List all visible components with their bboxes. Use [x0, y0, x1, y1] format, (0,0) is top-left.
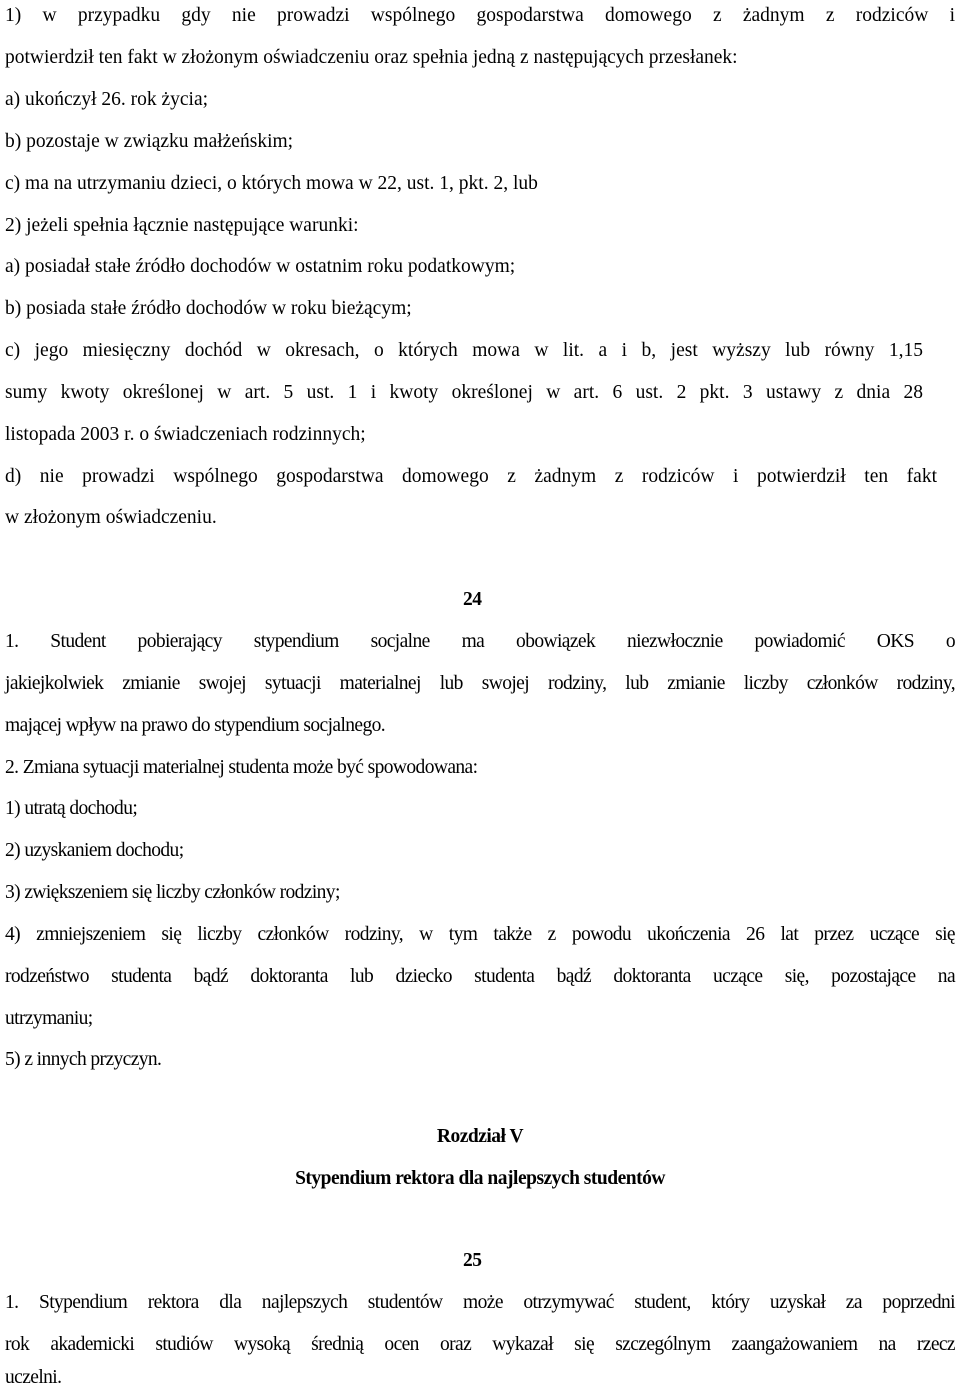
chapter-subtitle: Stypendium rektora dla najlepszych studentów: [295, 1168, 665, 1189]
section-number: 24: [463, 589, 482, 610]
text-line: mającej wpływ na prawo do stypendium socjalnego.: [5, 715, 386, 736]
text-line: rok akademicki studiów wysoką średnią ocen oraz wykazał się szczególnym zaangażowaniem na rzecz: [5, 1334, 955, 1355]
text-line: b) posiada stałe źródło dochodów w roku bieżącym;: [5, 298, 412, 319]
text-line: 1. Stypendium rektora dla najlepszych studentów może otrzymywać student, który uzyskał za poprzedni: [5, 1292, 955, 1313]
text-line: a) posiadał stałe źródło dochodów w ostatnim roku podatkowym;: [5, 256, 516, 277]
text-line: b) pozostaje w związku małżeńskim;: [5, 131, 294, 152]
text-line: 3) zwiększeniem się liczby członków rodziny;: [5, 882, 340, 903]
text-line: potwierdził ten fakt w złożonym oświadczeniu oraz spełnia jedną z następujących przesłanek:: [5, 47, 738, 68]
text-line: 2) jeżeli spełnia łącznie następujące warunki:: [5, 215, 359, 236]
text-line: d) nie prowadzi wspólnego gospodarstwa domowego z żadnym z rodziców i potwierdził ten fakt: [5, 466, 937, 487]
text-line: jakiejkolwiek zmianie swojej sytuacji materialnej lub swojej rodziny, lub zmianie liczby członków rodziny,: [5, 673, 955, 694]
text-line: 4) zmniejszeniem się liczby członków rodziny, w tym także z powodu ukończenia 26 lat przez uczące się: [5, 924, 955, 945]
chapter-title: Rozdział V: [436, 1126, 524, 1147]
text-line: uczelni.: [5, 1367, 62, 1388]
text-line: 1) utratą dochodu;: [5, 798, 138, 819]
text-line: listopada 2003 r. o świadczeniach rodzinnych;: [5, 424, 366, 445]
text-line: a) ukończył 26. rok życia;: [5, 89, 209, 110]
section-number: 25: [463, 1250, 482, 1271]
text-line: 2. Zmiana sytuacji materialnej studenta może być spowodowana:: [5, 757, 478, 778]
text-line: 1. Student pobierający stypendium socjalne ma obowiązek niezwłocznie powiadomić OKS o: [5, 631, 955, 652]
section-heading: [463, 1249, 482, 1273]
text-line: w złożonym oświadczeniu.: [5, 507, 217, 528]
text-line: 5) z innych przyczyn.: [5, 1049, 162, 1070]
section-heading: [463, 588, 482, 612]
text-line: utrzymaniu;: [5, 1008, 93, 1029]
text-line: rodzeństwo studenta bądź doktoranta lub dziecko studenta bądź doktoranta uczące się, pozostające na: [5, 966, 955, 987]
text-line: sumy kwoty określonej w art. 5 ust. 1 i kwoty określonej w art. 6 ust. 2 pkt. 3 ustawy z dnia 28: [5, 382, 923, 403]
text-line: 1) w przypadku gdy nie prowadzi wspólnego gospodarstwa domowego z żadnym z rodziców i: [5, 5, 955, 26]
text-line: 2) uzyskaniem dochodu;: [5, 840, 184, 861]
text-line: c) ma na utrzymaniu dzieci, o których mowa w 22, ust. 1, pkt. 2, lub: [5, 173, 538, 194]
text-line: c) jego miesięczny dochód w okresach, o których mowa w lit. a i b, jest wyższy lub równy 1,15: [5, 340, 923, 361]
